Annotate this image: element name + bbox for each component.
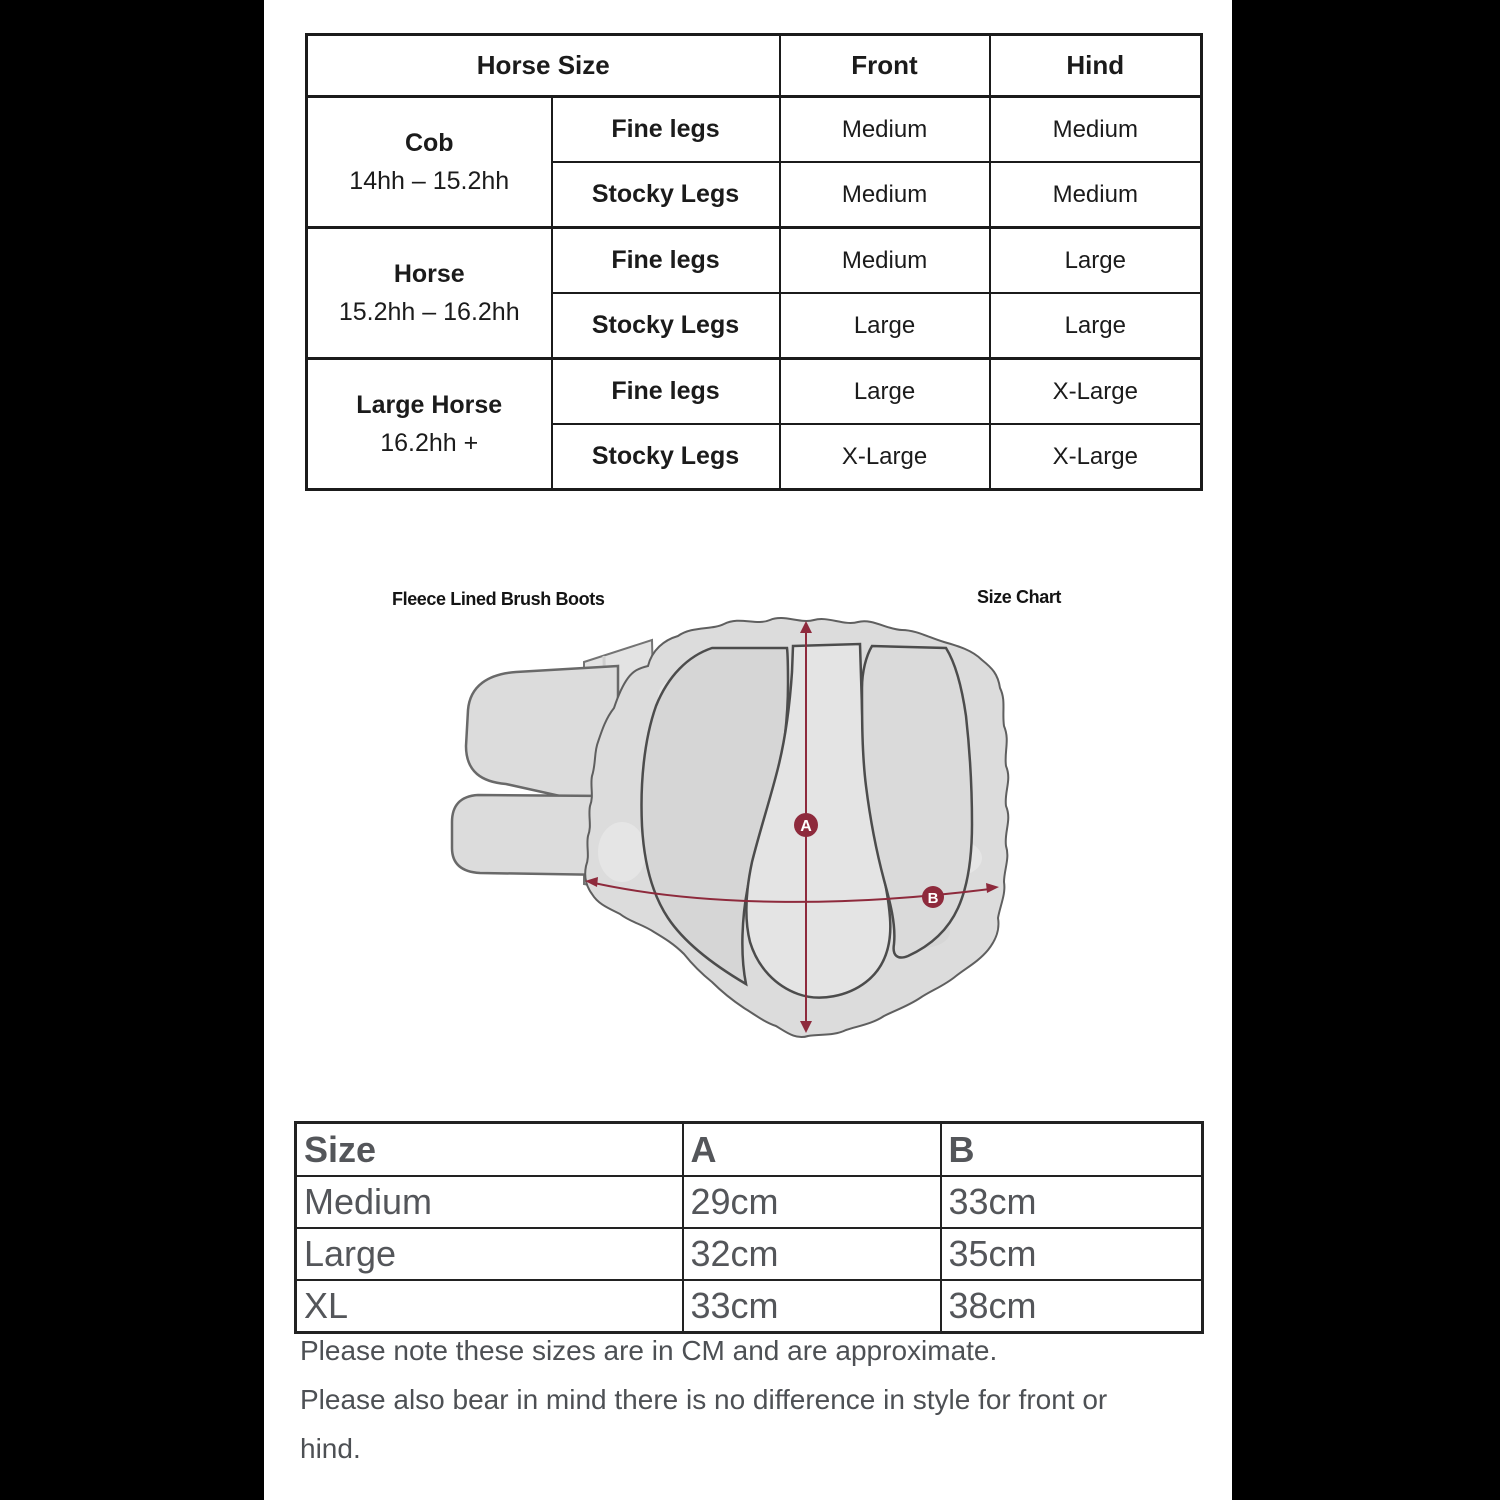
fit-header-horse-size: Horse Size <box>307 35 780 97</box>
size-row-large <box>296 1228 1203 1280</box>
leg-type: Fine legs <box>552 359 780 425</box>
leg-type: Fine legs <box>552 97 780 163</box>
front-value: Medium <box>780 97 990 163</box>
note-style-line2: hind. <box>300 1433 361 1464</box>
boot-diagram <box>430 608 1030 1058</box>
leg-type: Stocky Legs <box>552 293 780 359</box>
svg-text:B: B <box>927 890 939 907</box>
group-name: Cob <box>404 128 454 157</box>
hind-value: Medium <box>990 162 1202 228</box>
leg-type: Stocky Legs <box>552 162 780 228</box>
size-table-header-row <box>296 1123 1203 1177</box>
size-name: Medium <box>296 1176 683 1228</box>
size-header-size: Size <box>296 1123 683 1177</box>
measure-a-value: 29cm <box>683 1176 941 1228</box>
size-row-medium <box>296 1176 1203 1228</box>
note-approximate: Please note these sizes are in CM and are approximate. <box>300 1335 998 1366</box>
group-name: Horse <box>393 259 465 288</box>
hind-value: X-Large <box>990 359 1202 425</box>
fit-row-cob-fine <box>307 97 1202 163</box>
hind-value: X-Large <box>990 424 1202 490</box>
size-notes <box>300 1326 1240 1473</box>
measure-a-badge <box>794 813 818 837</box>
size-name: Large <box>296 1228 683 1280</box>
hind-value: Large <box>990 228 1202 294</box>
fit-group-cob <box>307 97 552 228</box>
front-value: X-Large <box>780 424 990 490</box>
diagram-title: Fleece Lined Brush Boots <box>392 589 605 609</box>
group-range: 15.2hh – 16.2hh <box>338 297 520 326</box>
front-value: Medium <box>780 162 990 228</box>
note-style-line1: Please also bear in mind there is no difference in style for front or <box>300 1384 1108 1415</box>
size-measurement-table <box>294 1121 1204 1334</box>
fit-group-horse <box>307 228 552 359</box>
size-name: XL <box>296 1280 683 1333</box>
size-row-xl <box>296 1280 1203 1333</box>
front-value: Large <box>780 293 990 359</box>
group-range: 16.2hh + <box>380 428 479 457</box>
fit-table-header-row <box>307 35 1202 97</box>
fit-row-largehorse-fine <box>307 359 1202 425</box>
measure-b-value: 33cm <box>941 1176 1203 1228</box>
fit-row-horse-fine <box>307 228 1202 294</box>
size-chart-label: Size Chart <box>977 587 1062 607</box>
svg-text:A: A <box>800 818 812 835</box>
pillarbox-right <box>1232 0 1500 1500</box>
size-header-b: B <box>941 1123 1203 1177</box>
horse-size-fit-table <box>305 33 1203 491</box>
front-value: Large <box>780 359 990 425</box>
front-value: Medium <box>780 228 990 294</box>
size-header-a: A <box>683 1123 941 1177</box>
hind-value: Medium <box>990 97 1202 163</box>
measure-b-badge <box>922 886 944 908</box>
leg-type: Stocky Legs <box>552 424 780 490</box>
measure-b-value: 35cm <box>941 1228 1203 1280</box>
fit-group-large-horse <box>307 359 552 490</box>
measure-a-value: 32cm <box>683 1228 941 1280</box>
measure-b-value: 38cm <box>941 1280 1203 1333</box>
leg-type: Fine legs <box>552 228 780 294</box>
pillarbox-left <box>0 0 264 1500</box>
group-range: 14hh – 15.2hh <box>349 166 510 195</box>
measure-a-value: 33cm <box>683 1280 941 1333</box>
fit-header-hind: Hind <box>990 35 1202 97</box>
hind-value: Large <box>990 293 1202 359</box>
group-name: Large Horse <box>356 390 503 419</box>
fit-header-front: Front <box>780 35 990 97</box>
